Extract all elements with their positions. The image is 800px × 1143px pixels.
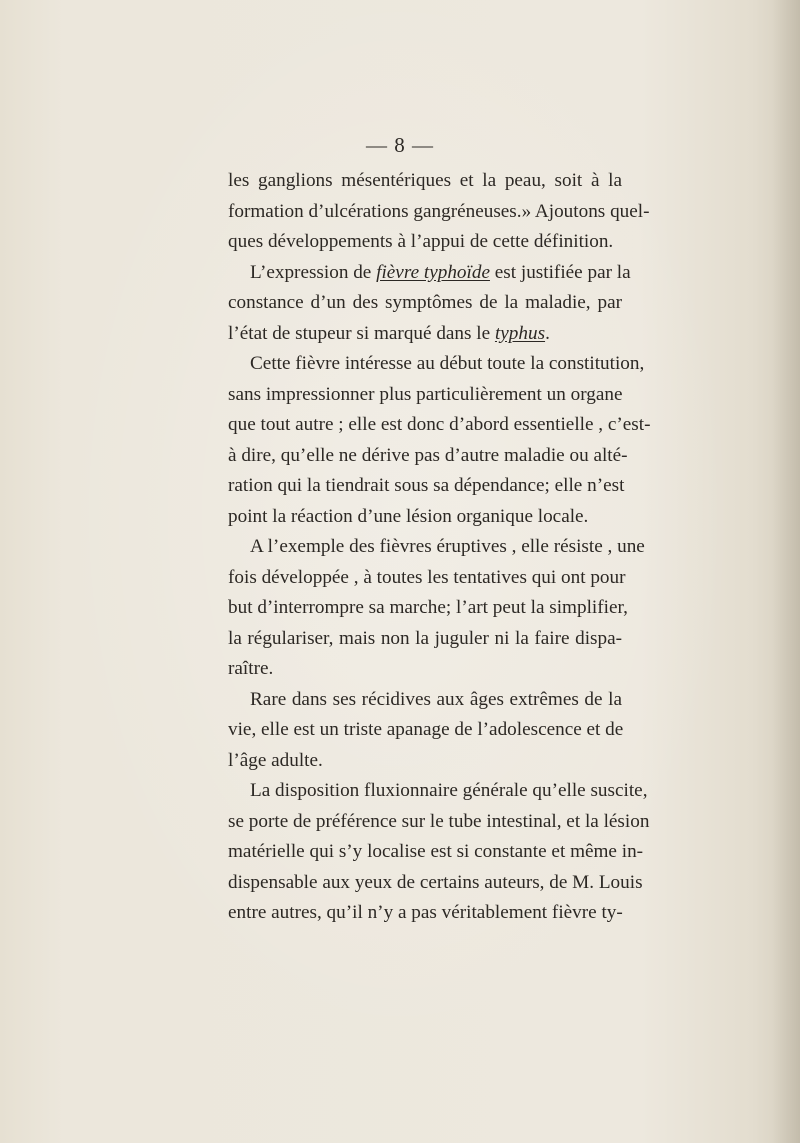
text-line: formation d’ulcérations gangréneuses.» Ajoutons quel- — [228, 200, 650, 222]
text-line: vie, elle est un triste apanage de l’adolescence et de — [228, 719, 624, 740]
text-line: but d’interrompre sa marche; l’art peut la simplifier, — [228, 597, 628, 618]
text-line: à dire, qu’elle ne dérive pas d’autre maladie ou alté- — [228, 444, 628, 466]
text-line: ration qui la tiendrait sous sa dépendance; elle n’est — [228, 475, 625, 496]
text-line: A l’exemple des fièvres éruptives , elle résiste , une — [250, 536, 645, 557]
text-line: sans impressionner plus particulièrement un organe — [228, 383, 623, 405]
text-line: les ganglions mésentériques et la peau, soit à la — [228, 170, 622, 191]
text-run: l’état de stupeur si marqué dans le — [228, 322, 495, 344]
text-line: La disposition fluxionnaire générale qu’elle suscite, — [250, 780, 648, 801]
page-number: — 8 — — [366, 133, 434, 157]
text-line: matérielle qui s’y localise est si constante et même in- — [228, 841, 644, 862]
body-text — [228, 166, 651, 929]
text-line: l’âge adulte. — [228, 749, 323, 771]
text-line: Cette fièvre intéresse au début toute la constitution, — [250, 353, 645, 374]
text-line: constance d’un des symptômes de la maladie, par — [228, 292, 622, 313]
page-fold-shadow — [772, 0, 800, 1143]
text-line: Rare dans ses récidives aux âges extrêmes de la — [250, 688, 622, 710]
text-line: dispensable aux yeux de certains auteurs, de M. Louis — [228, 871, 643, 893]
italic-term: fièvre typhoïde — [376, 261, 490, 283]
text-line: entre autres, qu’il n’y a pas véritablement fièvre ty- — [228, 902, 623, 923]
italic-term: typhus — [494, 322, 546, 344]
text-line: point la réaction d’une lésion organique locale. — [228, 505, 589, 527]
text-line: se porte de préférence sur le tube intestinal, et la lésion — [228, 810, 650, 832]
text-line: la régulariser, mais non la juguler ni la faire dispa- — [228, 627, 622, 649]
text-line: que tout autre ; elle est donc d’abord essentielle , c’est- — [228, 414, 651, 435]
text-line — [228, 319, 622, 350]
text-line — [228, 258, 631, 289]
text-run: L’expression de — [250, 261, 377, 283]
text-line: fois développée , à toutes les tentatives qui ont pour — [228, 566, 626, 588]
text-line: ques développements à l’appui de cette définition. — [228, 231, 614, 252]
text-line: raître. — [228, 658, 274, 679]
text-run: est justifiée par la — [489, 261, 631, 283]
text-run: . — [545, 322, 550, 344]
